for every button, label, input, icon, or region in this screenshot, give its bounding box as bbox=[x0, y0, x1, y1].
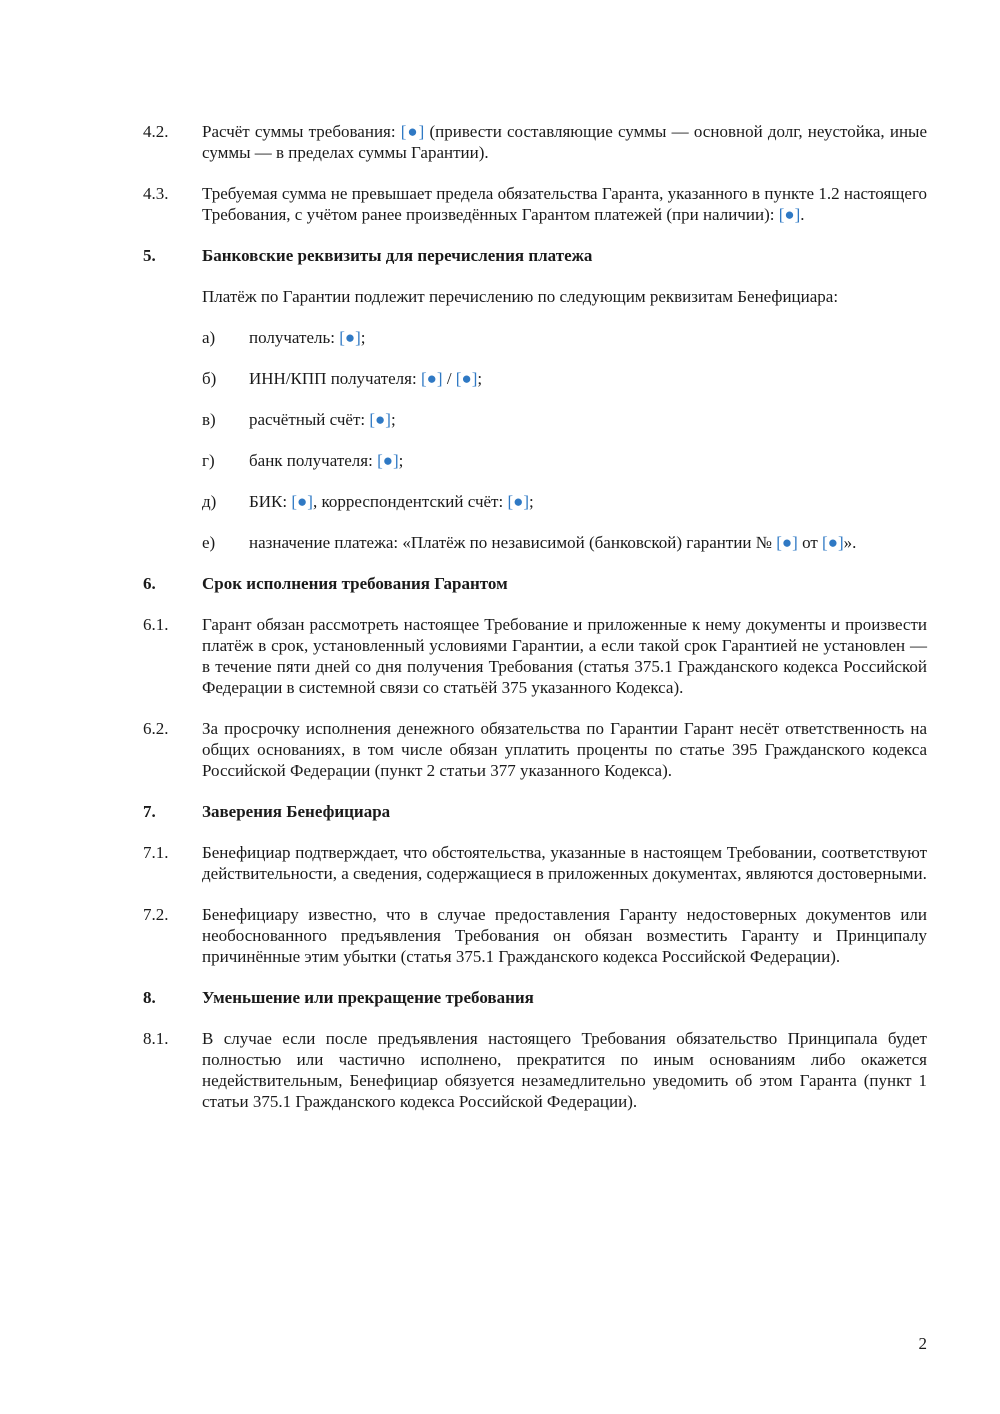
text-fragment: (привести составляющие суммы — основной долг, неустойка, иные суммы — в пределах суммы Гарантии). bbox=[202, 122, 928, 162]
list-item-inn-kpp bbox=[202, 368, 927, 389]
clause-text: В случае если после предъявления настоящего Требования обязательство Принципала будет полностью или частично исполнено, прекратится по иным основаниям либо окажется недействительным, Бенефициар обязуется незамедлительно уведомить об этом Гаранта (пункт 1 статьи 375.1 Гражданского кодекса Российской Федерации). bbox=[202, 1029, 927, 1111]
list-letter: г) bbox=[202, 451, 215, 470]
list-letter: в) bbox=[202, 410, 216, 429]
section-5-intro: Платёж по Гарантии подлежит перечислению по следующим реквизитам Бенефициара: bbox=[202, 287, 839, 306]
clause-text bbox=[202, 121, 927, 163]
text-fragment: ». bbox=[843, 533, 857, 552]
placeholder-mark: [●] bbox=[507, 492, 530, 511]
section-number: 6. bbox=[143, 574, 156, 593]
placeholder-mark: [●] bbox=[455, 369, 478, 388]
list-text bbox=[249, 491, 534, 512]
page-number: 2 bbox=[918, 1334, 927, 1353]
text-fragment: . bbox=[800, 205, 805, 224]
list-text bbox=[249, 368, 482, 389]
list-text bbox=[249, 409, 396, 430]
placeholder-mark: [●] bbox=[339, 328, 361, 347]
clause-6-2 bbox=[143, 718, 927, 781]
clause-number: 8.1. bbox=[143, 1029, 169, 1048]
text-fragment: ; bbox=[529, 492, 534, 511]
placeholder-mark: [●] bbox=[420, 369, 443, 388]
clause-text bbox=[202, 183, 927, 225]
list-item-account bbox=[202, 409, 927, 430]
text-fragment: / bbox=[442, 369, 456, 388]
clause-text: Бенефициару известно, что в случае предоставления Гаранту недостоверных документов или необоснованного предъявления Требования он обязан возместить Гаранту и Принципалу причинённые этим убытки (статья 375.1 Гражданского кодекса Российской Федерации). bbox=[202, 905, 927, 966]
clause-number: 6.1. bbox=[143, 615, 169, 634]
placeholder-mark: [●] bbox=[778, 205, 801, 224]
section-5-heading bbox=[143, 245, 927, 266]
text-fragment: Требуемая сумма не превышает предела обязательства Гаранта, указанного в пункте 1.2 настоящего Требования, с учётом ранее произведённых Гарантом платежей (при наличии): bbox=[202, 184, 927, 224]
clause-number: 4.3. bbox=[143, 184, 169, 203]
section-title: Банковские реквизиты для перечисления платежа bbox=[202, 246, 593, 265]
placeholder-mark: [●] bbox=[369, 410, 391, 429]
section-7-heading bbox=[143, 801, 927, 822]
placeholder-mark: [●] bbox=[776, 533, 798, 552]
clause-number: 6.2. bbox=[143, 719, 169, 738]
placeholder-mark: [●] bbox=[291, 492, 313, 511]
section-title: Заверения Бенефициара bbox=[202, 802, 391, 821]
placeholder-mark: [●] bbox=[377, 451, 399, 470]
text-fragment: от bbox=[797, 533, 823, 552]
text-fragment: назначение платежа: «Платёж по независимой (банковской) гарантии № bbox=[249, 533, 777, 552]
list-item-bik bbox=[202, 491, 927, 512]
text-fragment: БИК: bbox=[249, 492, 292, 511]
list-text bbox=[249, 450, 403, 471]
section-number: 7. bbox=[143, 802, 156, 821]
clause-7-2 bbox=[143, 904, 927, 967]
text-fragment: получатель: bbox=[249, 328, 340, 347]
text-fragment: , корреспондентский счёт: bbox=[312, 492, 508, 511]
placeholder-mark: [●] bbox=[822, 533, 844, 552]
clause-number: 4.2. bbox=[143, 122, 169, 141]
document-body bbox=[143, 121, 927, 1132]
text-fragment: банк получателя: bbox=[249, 451, 378, 470]
clause-4-3 bbox=[143, 183, 927, 225]
clause-7-1 bbox=[143, 842, 927, 884]
text-fragment: Расчёт суммы требования: bbox=[202, 122, 401, 141]
clause-4-2 bbox=[143, 121, 927, 163]
section-8-heading bbox=[143, 987, 927, 1008]
list-item-bank bbox=[202, 450, 927, 471]
list-text bbox=[249, 327, 366, 348]
clause-6-1 bbox=[143, 614, 927, 698]
list-text bbox=[249, 532, 856, 553]
text-fragment: ; bbox=[398, 451, 404, 470]
text-fragment: расчётный счёт: bbox=[249, 410, 370, 429]
section-number: 5. bbox=[143, 246, 156, 265]
list-letter: д) bbox=[202, 492, 217, 511]
text-fragment: ИНН/КПП получателя: bbox=[249, 369, 421, 388]
section-number: 8. bbox=[143, 988, 156, 1007]
section-6-heading bbox=[143, 573, 927, 594]
text-fragment: ; bbox=[477, 369, 483, 388]
clause-text: Гарант обязан рассмотреть настоящее Требование и приложенные к нему документы и произвести платёж в срок, установленный условиями Гарантии, а если такой срок Гарантией не установлен — в течение пяти дней со дня получения Требования (статья 375.1 Гражданского кодекса Российской Федерации в системной связи со статьёй 375 указанного Кодекса). bbox=[202, 615, 927, 697]
placeholder-mark: [●] bbox=[400, 122, 425, 141]
section-title: Срок исполнения требования Гарантом bbox=[202, 574, 508, 593]
clause-number: 7.2. bbox=[143, 905, 169, 924]
list-item-purpose bbox=[202, 532, 927, 553]
text-fragment: ; bbox=[390, 410, 396, 429]
list-letter: б) bbox=[202, 369, 217, 388]
section-title: Уменьшение или прекращение требования bbox=[202, 988, 534, 1007]
list-letter: а) bbox=[202, 328, 216, 347]
clause-8-1 bbox=[143, 1028, 927, 1112]
list-item-recipient bbox=[202, 327, 927, 348]
clause-text: За просрочку исполнения денежного обязательства по Гарантии Гарант несёт ответственность на общих основаниях, в том числе обязан уплатить проценты по статье 395 Гражданского кодекса Российской Федерации (пункт 2 статьи 377 указанного Кодекса). bbox=[202, 719, 927, 780]
clause-text: Бенефициар подтверждает, что обстоятельства, указанные в настоящем Требовании, соответствуют действительности, а сведения, содержащиеся в приложенных документах, являются достоверными. bbox=[202, 843, 927, 883]
list-letter: е) bbox=[202, 533, 216, 552]
clause-number: 7.1. bbox=[143, 843, 169, 862]
text-fragment: ; bbox=[360, 328, 366, 347]
